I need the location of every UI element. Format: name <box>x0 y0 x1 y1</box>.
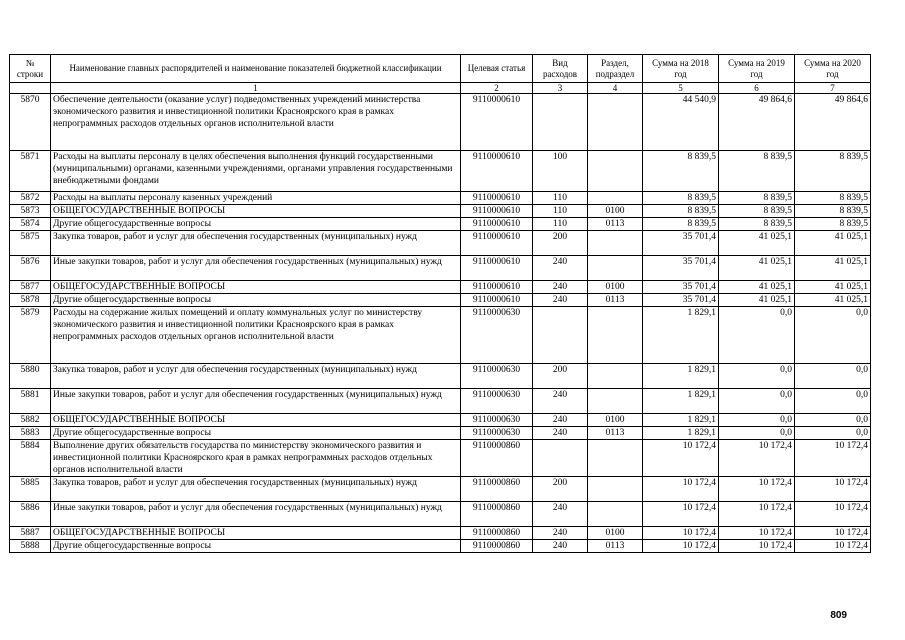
column-number: 5 <box>643 83 719 94</box>
row-section <box>588 151 643 192</box>
row-sum-2018: 35 701,4 <box>643 281 719 294</box>
row-name: Другие общегосударственные вопросы <box>51 427 461 440</box>
row-sum-2018: 8 839,5 <box>643 192 719 205</box>
table-row <box>10 527 871 540</box>
table-row <box>10 440 871 477</box>
row-sum-2020: 0,0 <box>795 427 871 440</box>
row-sum-2020: 10 172,4 <box>795 502 871 527</box>
row-expense-type: 100 <box>533 151 588 192</box>
row-sum-2020: 49 864,6 <box>795 94 871 151</box>
column-number-empty <box>10 83 51 94</box>
table-row <box>10 307 871 364</box>
table-row <box>10 294 871 307</box>
row-target-article: 9110000630 <box>461 414 533 427</box>
table-row <box>10 218 871 231</box>
row-name: Другие общегосударственные вопросы <box>51 294 461 307</box>
row-name: ОБЩЕГОСУДАРСТВЕННЫЕ ВОПРОСЫ <box>51 205 461 218</box>
column-number: 3 <box>533 83 588 94</box>
table-row <box>10 281 871 294</box>
row-target-article: 9110000630 <box>461 307 533 364</box>
row-section: 0113 <box>588 540 643 553</box>
row-expense-type: 240 <box>533 414 588 427</box>
row-number: 5884 <box>10 440 51 477</box>
row-sum-2019: 41 025,1 <box>719 281 795 294</box>
row-expense-type: 200 <box>533 364 588 389</box>
row-sum-2018: 35 701,4 <box>643 294 719 307</box>
row-number: 5881 <box>10 389 51 414</box>
row-sum-2020: 8 839,5 <box>795 205 871 218</box>
row-sum-2020: 10 172,4 <box>795 527 871 540</box>
row-section <box>588 440 643 477</box>
row-sum-2018: 1 829,1 <box>643 427 719 440</box>
table-row <box>10 256 871 281</box>
row-sum-2019: 41 025,1 <box>719 256 795 281</box>
table-row <box>10 427 871 440</box>
row-name: Иные закупки товаров, работ и услуг для обеспечения государственных (муниципальных) нужд <box>51 389 461 414</box>
row-sum-2020: 10 172,4 <box>795 477 871 502</box>
row-target-article: 9110000610 <box>461 256 533 281</box>
row-number: 5870 <box>10 94 51 151</box>
header-row <box>10 55 871 83</box>
header-sum-2020: Сумма на 2020 год <box>795 55 871 83</box>
row-section: 0113 <box>588 427 643 440</box>
row-section <box>588 94 643 151</box>
row-sum-2018: 1 829,1 <box>643 364 719 389</box>
row-target-article: 9110000610 <box>461 281 533 294</box>
header-sum-2019: Сумма на 2019 год <box>719 55 795 83</box>
row-sum-2019: 8 839,5 <box>719 218 795 231</box>
row-expense-type: 240 <box>533 281 588 294</box>
budget-sheet <box>9 54 871 553</box>
row-sum-2020: 0,0 <box>795 414 871 427</box>
row-expense-type: 240 <box>533 540 588 553</box>
row-sum-2019: 10 172,4 <box>719 527 795 540</box>
row-sum-2018: 1 829,1 <box>643 414 719 427</box>
column-number: 2 <box>461 83 533 94</box>
row-expense-type <box>533 440 588 477</box>
row-expense-type: 110 <box>533 218 588 231</box>
row-name: ОБЩЕГОСУДАРСТВЕННЫЕ ВОПРОСЫ <box>51 414 461 427</box>
table-row <box>10 192 871 205</box>
row-sum-2020: 8 839,5 <box>795 218 871 231</box>
row-name: Закупка товаров, работ и услуг для обеспечения государственных (муниципальных) нужд <box>51 231 461 256</box>
row-sum-2020: 8 839,5 <box>795 192 871 205</box>
row-sum-2019: 0,0 <box>719 364 795 389</box>
row-number: 5873 <box>10 205 51 218</box>
row-name: Расходы на выплаты персоналу в целях обеспечения выполнения функций государственными (муниципальными) органами, казенными учреждениями, органами управления государственными внебюджетными фондами <box>51 151 461 192</box>
column-number-row <box>10 83 871 94</box>
row-section <box>588 502 643 527</box>
row-target-article: 9110000630 <box>461 427 533 440</box>
row-sum-2019: 10 172,4 <box>719 540 795 553</box>
row-expense-type: 240 <box>533 294 588 307</box>
row-sum-2019: 0,0 <box>719 414 795 427</box>
row-sum-2018: 10 172,4 <box>643 527 719 540</box>
header-sum-2018: Сумма на 2018 год <box>643 55 719 83</box>
row-expense-type: 240 <box>533 427 588 440</box>
row-sum-2018: 1 829,1 <box>643 389 719 414</box>
row-sum-2019: 0,0 <box>719 307 795 364</box>
row-number: 5872 <box>10 192 51 205</box>
row-sum-2020: 0,0 <box>795 307 871 364</box>
row-sum-2020: 41 025,1 <box>795 231 871 256</box>
row-sum-2018: 10 172,4 <box>643 477 719 502</box>
row-expense-type: 240 <box>533 389 588 414</box>
header-row-number: № строки <box>10 55 51 83</box>
row-section: 0100 <box>588 414 643 427</box>
row-sum-2019: 8 839,5 <box>719 151 795 192</box>
table-row <box>10 389 871 414</box>
table-row <box>10 477 871 502</box>
row-section <box>588 192 643 205</box>
row-expense-type <box>533 307 588 364</box>
row-sum-2018: 1 829,1 <box>643 307 719 364</box>
row-sum-2018: 10 172,4 <box>643 540 719 553</box>
row-number: 5888 <box>10 540 51 553</box>
header-target-article: Целевая статья <box>461 55 533 83</box>
row-expense-type: 240 <box>533 502 588 527</box>
table-row <box>10 364 871 389</box>
row-expense-type: 110 <box>533 205 588 218</box>
table-row <box>10 205 871 218</box>
row-expense-type: 110 <box>533 192 588 205</box>
row-number: 5887 <box>10 527 51 540</box>
row-name: ОБЩЕГОСУДАРСТВЕННЫЕ ВОПРОСЫ <box>51 281 461 294</box>
row-name: Закупка товаров, работ и услуг для обеспечения государственных (муниципальных) нужд <box>51 364 461 389</box>
table-row <box>10 231 871 256</box>
row-sum-2020: 0,0 <box>795 364 871 389</box>
row-sum-2020: 10 172,4 <box>795 540 871 553</box>
row-section: 0100 <box>588 527 643 540</box>
table-row <box>10 540 871 553</box>
row-target-article: 9110000610 <box>461 192 533 205</box>
row-sum-2019: 41 025,1 <box>719 294 795 307</box>
header-section: Раздел, подраздел <box>588 55 643 83</box>
row-sum-2018: 10 172,4 <box>643 440 719 477</box>
row-expense-type: 200 <box>533 231 588 256</box>
row-name: Закупка товаров, работ и услуг для обеспечения государственных (муниципальных) нужд <box>51 477 461 502</box>
row-target-article: 9110000630 <box>461 364 533 389</box>
row-number: 5877 <box>10 281 51 294</box>
table-row <box>10 502 871 527</box>
row-target-article: 9110000610 <box>461 231 533 256</box>
row-sum-2020: 41 025,1 <box>795 281 871 294</box>
row-target-article: 9110000860 <box>461 527 533 540</box>
row-number: 5874 <box>10 218 51 231</box>
column-number: 7 <box>795 83 871 94</box>
row-target-article: 9110000860 <box>461 540 533 553</box>
row-name: Иные закупки товаров, работ и услуг для обеспечения государственных (муниципальных) нужд <box>51 502 461 527</box>
row-target-article: 9110000860 <box>461 440 533 477</box>
row-sum-2018: 8 839,5 <box>643 218 719 231</box>
table-row <box>10 414 871 427</box>
row-number: 5879 <box>10 307 51 364</box>
row-expense-type: 200 <box>533 477 588 502</box>
row-name: Другие общегосударственные вопросы <box>51 540 461 553</box>
row-section <box>588 307 643 364</box>
row-section <box>588 364 643 389</box>
row-number: 5883 <box>10 427 51 440</box>
row-sum-2019: 8 839,5 <box>719 192 795 205</box>
row-target-article: 9110000630 <box>461 389 533 414</box>
row-expense-type: 240 <box>533 256 588 281</box>
header-expense-type: Вид расходов <box>533 55 588 83</box>
row-number: 5878 <box>10 294 51 307</box>
row-name: Обеспечение деятельности (оказание услуг) подведомственных учреждений министерства экономического развития и инвестиционной политики Красноярского края в рамках непрограммных расходов отдельных органов исполнительной власти <box>51 94 461 151</box>
row-section <box>588 231 643 256</box>
row-name: Расходы на содержание жилых помещений и оплату коммунальных услуг по министерству экономического развития и инвестиционной политики Красноярского края в рамках непрограммных расходов отдельных органов исполнительной власти <box>51 307 461 364</box>
row-name: Иные закупки товаров, работ и услуг для обеспечения государственных (муниципальных) нужд <box>51 256 461 281</box>
row-sum-2020: 10 172,4 <box>795 440 871 477</box>
row-sum-2020: 8 839,5 <box>795 151 871 192</box>
row-sum-2018: 8 839,5 <box>643 151 719 192</box>
row-name: ОБЩЕГОСУДАРСТВЕННЫЕ ВОПРОСЫ <box>51 527 461 540</box>
row-name: Расходы на выплаты персоналу казенных учреждений <box>51 192 461 205</box>
row-target-article: 9110000610 <box>461 94 533 151</box>
row-sum-2020: 41 025,1 <box>795 256 871 281</box>
row-sum-2019: 10 172,4 <box>719 502 795 527</box>
row-sum-2019: 10 172,4 <box>719 440 795 477</box>
table-row <box>10 151 871 192</box>
row-sum-2020: 0,0 <box>795 389 871 414</box>
row-target-article: 9110000610 <box>461 151 533 192</box>
row-target-article: 9110000610 <box>461 218 533 231</box>
row-sum-2019: 10 172,4 <box>719 477 795 502</box>
row-sum-2018: 10 172,4 <box>643 502 719 527</box>
row-target-article: 9110000610 <box>461 205 533 218</box>
row-section <box>588 389 643 414</box>
row-sum-2019: 0,0 <box>719 389 795 414</box>
row-sum-2019: 0,0 <box>719 427 795 440</box>
row-sum-2019: 41 025,1 <box>719 231 795 256</box>
row-section <box>588 256 643 281</box>
page-number: 809 <box>830 610 847 621</box>
header-name: Наименование главных распорядителей и наименование показателей бюджетной классификации <box>51 55 461 83</box>
row-target-article: 9110000860 <box>461 502 533 527</box>
row-number: 5875 <box>10 231 51 256</box>
row-expense-type <box>533 94 588 151</box>
row-name: Выполнение других обязательств государства по министерству экономического развития и инвестиционной политики Красноярского края в рамках непрограммных расходов отдельных органов исполнительной власти <box>51 440 461 477</box>
row-number: 5876 <box>10 256 51 281</box>
column-number: 4 <box>588 83 643 94</box>
row-number: 5885 <box>10 477 51 502</box>
row-sum-2019: 8 839,5 <box>719 205 795 218</box>
row-number: 5880 <box>10 364 51 389</box>
row-sum-2018: 8 839,5 <box>643 205 719 218</box>
row-name: Другие общегосударственные вопросы <box>51 218 461 231</box>
row-sum-2018: 35 701,4 <box>643 256 719 281</box>
row-sum-2018: 44 540,9 <box>643 94 719 151</box>
row-section: 0113 <box>588 294 643 307</box>
row-target-article: 9110000860 <box>461 477 533 502</box>
row-number: 5871 <box>10 151 51 192</box>
row-sum-2018: 35 701,4 <box>643 231 719 256</box>
row-number: 5882 <box>10 414 51 427</box>
row-target-article: 9110000610 <box>461 294 533 307</box>
budget-table <box>9 54 871 553</box>
row-sum-2020: 41 025,1 <box>795 294 871 307</box>
table-row <box>10 94 871 151</box>
budget-rows <box>10 94 871 553</box>
column-number: 1 <box>51 83 461 94</box>
column-number: 6 <box>719 83 795 94</box>
row-section: 0100 <box>588 281 643 294</box>
row-number: 5886 <box>10 502 51 527</box>
row-expense-type: 240 <box>533 527 588 540</box>
row-section <box>588 477 643 502</box>
row-section: 0100 <box>588 205 643 218</box>
row-section: 0113 <box>588 218 643 231</box>
row-sum-2019: 49 864,6 <box>719 94 795 151</box>
